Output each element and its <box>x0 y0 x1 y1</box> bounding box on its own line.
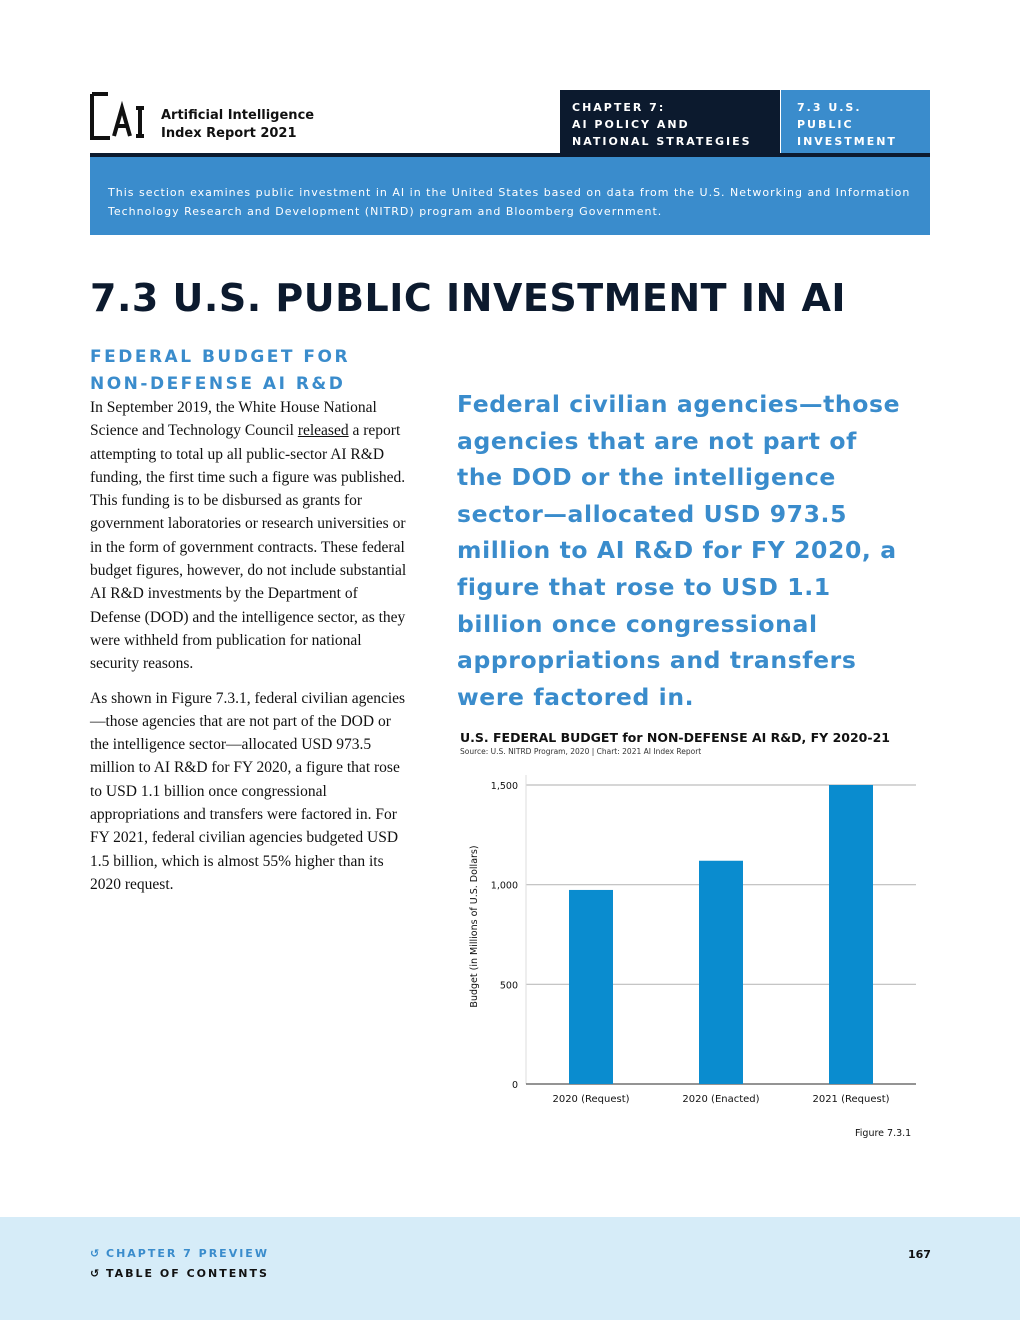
report-name-line1: Artificial Intelligence <box>161 108 315 123</box>
ai-index-logo <box>90 92 146 140</box>
bar <box>569 890 613 1084</box>
x-tick-label: 2020 (Enacted) <box>682 1094 760 1105</box>
y-axis-label: Budget (in Millions of U.S. Dollars) <box>469 845 480 1008</box>
table-of-contents-label: TABLE OF CONTENTS <box>106 1267 269 1280</box>
y-tick-label: 0 <box>511 1080 518 1091</box>
x-tick-label: 2021 (Request) <box>812 1094 890 1105</box>
bar <box>699 861 743 1084</box>
section-tab[interactable] <box>781 90 930 153</box>
body-paragraph-2: As shown in Figure 7.3.1, federal civilian agencies—those agencies that are not part of the DOD or the intelligence sector—allocated USD 973.5 million to AI R&D for FY 2020, a figure that rose to USD 1.1 billion once congressional appropriations and transfers were factored in. For FY 2021, federal civilian agencies budgeted USD 1.5 billion, which is almost 55% higher than its 2020 request. <box>90 689 406 893</box>
table-of-contents-link[interactable] <box>90 1267 269 1280</box>
bar <box>829 785 873 1084</box>
subheading-line1: FEDERAL BUDGET FOR <box>90 347 351 367</box>
chart-source: Source: U.S. NITRD Program, 2020 | Chart: 2021 AI Index Report <box>460 747 702 756</box>
chapter-tab[interactable] <box>560 90 780 153</box>
chart-title: U.S. FEDERAL BUDGET for NON-DEFENSE AI R&D, FY 2020-21 <box>460 730 890 745</box>
released-link[interactable]: released <box>297 422 349 440</box>
section-subheading <box>90 344 390 398</box>
y-tick-label: 1,500 <box>490 781 518 792</box>
return-arrow-icon: ↺ <box>90 1267 102 1280</box>
intro-line2: Technology Research and Development (NITRD) program and Bloomberg Government. <box>108 205 663 218</box>
section-name-line2: INVESTMENT <box>797 135 897 148</box>
y-tick-label: 500 <box>499 980 518 992</box>
section-name-line1: 7.3 U.S. PUBLIC <box>797 101 862 131</box>
figure-label: Figure 7.3.1 <box>855 1128 912 1139</box>
chapter-preview-label: CHAPTER 7 PREVIEW <box>106 1247 269 1260</box>
p1-text-start: In September 2019, the White House National Science and Technology Council <box>90 399 377 440</box>
report-name-line2: Index Report 2021 <box>161 126 297 141</box>
pull-quote: Federal civilian agencies—those agencies that are not part of the DOD or the intelligence sector—allocated USD 973.5 million to AI R&D for FY 2020, a figure that rose to USD 1.1 billion once congressional appropriations and transfers were factored in. <box>457 390 901 711</box>
chapter-preview-link[interactable] <box>90 1247 269 1260</box>
budget-bar-chart <box>440 760 930 1120</box>
subheading-line2: NON-DEFENSE AI R&D <box>90 374 346 394</box>
intro-banner <box>90 157 930 235</box>
p1-text-end: a report attempting to total up all public-sector AI R&D funding, the first time such a figure was published. This funding is to be disbursed as grants for government laboratories or research universities or in the form of government contracts. These federal budget figures, however, do not include substantial AI R&D investments by the Department of Defense (DOD) and the intelligence sector, as they were withheld from publication for national security reasons. <box>90 422 407 673</box>
report-name <box>161 107 314 143</box>
return-arrow-icon: ↺ <box>90 1247 102 1260</box>
y-tick-label: 1,000 <box>490 880 518 892</box>
page-number: 167 <box>908 1248 931 1261</box>
body-paragraph-1 <box>90 396 410 676</box>
chapter-name-line2: NATIONAL STRATEGIES <box>572 135 752 148</box>
intro-line1: This section examines public investment in AI in the United States based on data from the U.S. Networking and Information <box>108 186 911 199</box>
chapter-label: CHAPTER 7: <box>572 101 666 114</box>
chapter-name-line1: AI POLICY AND <box>572 118 690 131</box>
page-title: 7.3 U.S. PUBLIC INVESTMENT IN AI <box>90 276 847 320</box>
x-tick-label: 2020 (Request) <box>552 1094 630 1105</box>
body-text <box>90 396 410 907</box>
